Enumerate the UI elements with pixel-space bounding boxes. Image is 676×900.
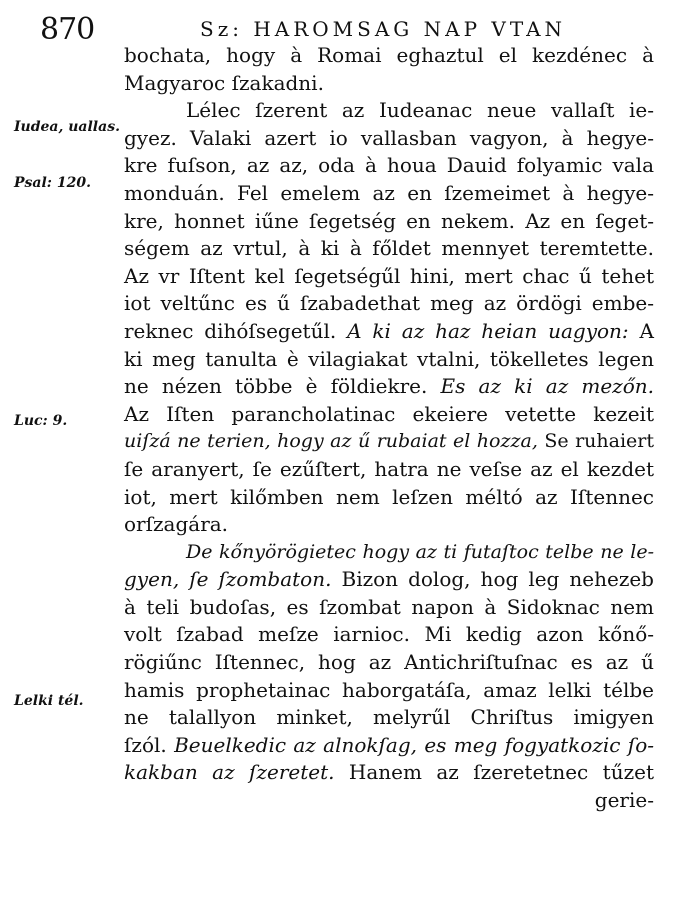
text-line: orſzagára. <box>124 512 229 537</box>
running-head: Sz: HAROMSAG NAP VTAN <box>200 17 567 41</box>
margin-note-psalm: Psal: 120. <box>14 175 91 191</box>
text-line: ségem az vrtul, à ki à főldet mennyet teremtette. <box>124 236 654 261</box>
text-line: gyez. Valaki azert io vallasban vagyon, à hegye- <box>124 125 654 150</box>
text-line: rögiűnc Iſtennec, hog az Antichriſtuſnac es az ű <box>124 650 654 675</box>
text-line: uiſzá ne terien, hogy az ű rubaiat el hozza, Se ruhaiert <box>124 430 654 453</box>
text-line: volt ſzabad meſze iarnioc. Mi kedig azon kőnő- <box>124 622 654 647</box>
catchword: gerie- <box>594 788 654 813</box>
text-line: Az vr Iſtent kel ſegetségűl hini, mert chac ű tehet <box>124 263 654 288</box>
text-line: gyen, ſe ſzombaton. Bizon dolog, hog leg nehezeb <box>124 567 654 592</box>
text-line: kakban az ſzeretet. Hanem az ſzeretetnec tűzet <box>124 760 654 785</box>
text-line: kre, honnet iűne ſegetség en nekem. Az en ſeget- <box>124 208 654 233</box>
margin-note-iudea: Iudea, uallas. <box>14 119 120 135</box>
text-line: ſe aranyert, ſe ezűſtert, hatra ne veſse az el kezdet <box>124 456 654 481</box>
text-line: Magyaroc ſzakadni. <box>124 70 324 95</box>
text-line: iot, mert kilőmben nem leſzen méltó az Iſtennec <box>124 484 654 509</box>
body-text <box>124 42 654 815</box>
text-line: monduán. Fel emelem az en ſzemeimet à hegye- <box>124 180 654 205</box>
text-line: De kőnyörögietec hogy az ti futaſtoc telbe ne le- <box>186 540 654 563</box>
text-line: Az Iſten parancholatinac ekeiere vetette kezeit <box>124 401 654 426</box>
text-line: à teli budoſas, es ſzombat napon à Sidoknac nem <box>124 594 654 619</box>
text-line: bochata, hogy à Romai eghaztul el kezdénec à <box>124 43 654 67</box>
text-line: reknec dihóſsegetűl. A ki az haz heian uagyon: A <box>124 318 654 343</box>
text-line: ne nézen többe è földiekre. Es az ki az mezőn. <box>124 374 655 399</box>
text-line: hamis prophetainac haborgatáſa, amaz lelki télbe <box>124 677 654 702</box>
text-line: ſzól. Beuelkedic az alnokſag, es meg fogyatkozic ſo- <box>124 732 654 757</box>
text-line: Lélec ſzerent az Iudeanac neue vallaſt ie- <box>186 98 654 123</box>
margin-note-luke: Luc: 9. <box>14 413 68 429</box>
margin-note-lelki-tel: Lelki tél. <box>14 693 84 709</box>
text-line: ne talallyon minket, melyrűl Chriſtus imigyen <box>124 705 654 730</box>
page-number: 870 <box>40 12 95 47</box>
text-line: kre fuſson, az az, oda à houa Dauid folyamic vala <box>124 153 654 178</box>
text-line: ki meg tanulta è vilagiakat vtalni, tökelletes legen <box>124 346 654 371</box>
text-line: iot veltűnc es ű ſzabadethat meg az ördögi embe- <box>124 291 654 316</box>
